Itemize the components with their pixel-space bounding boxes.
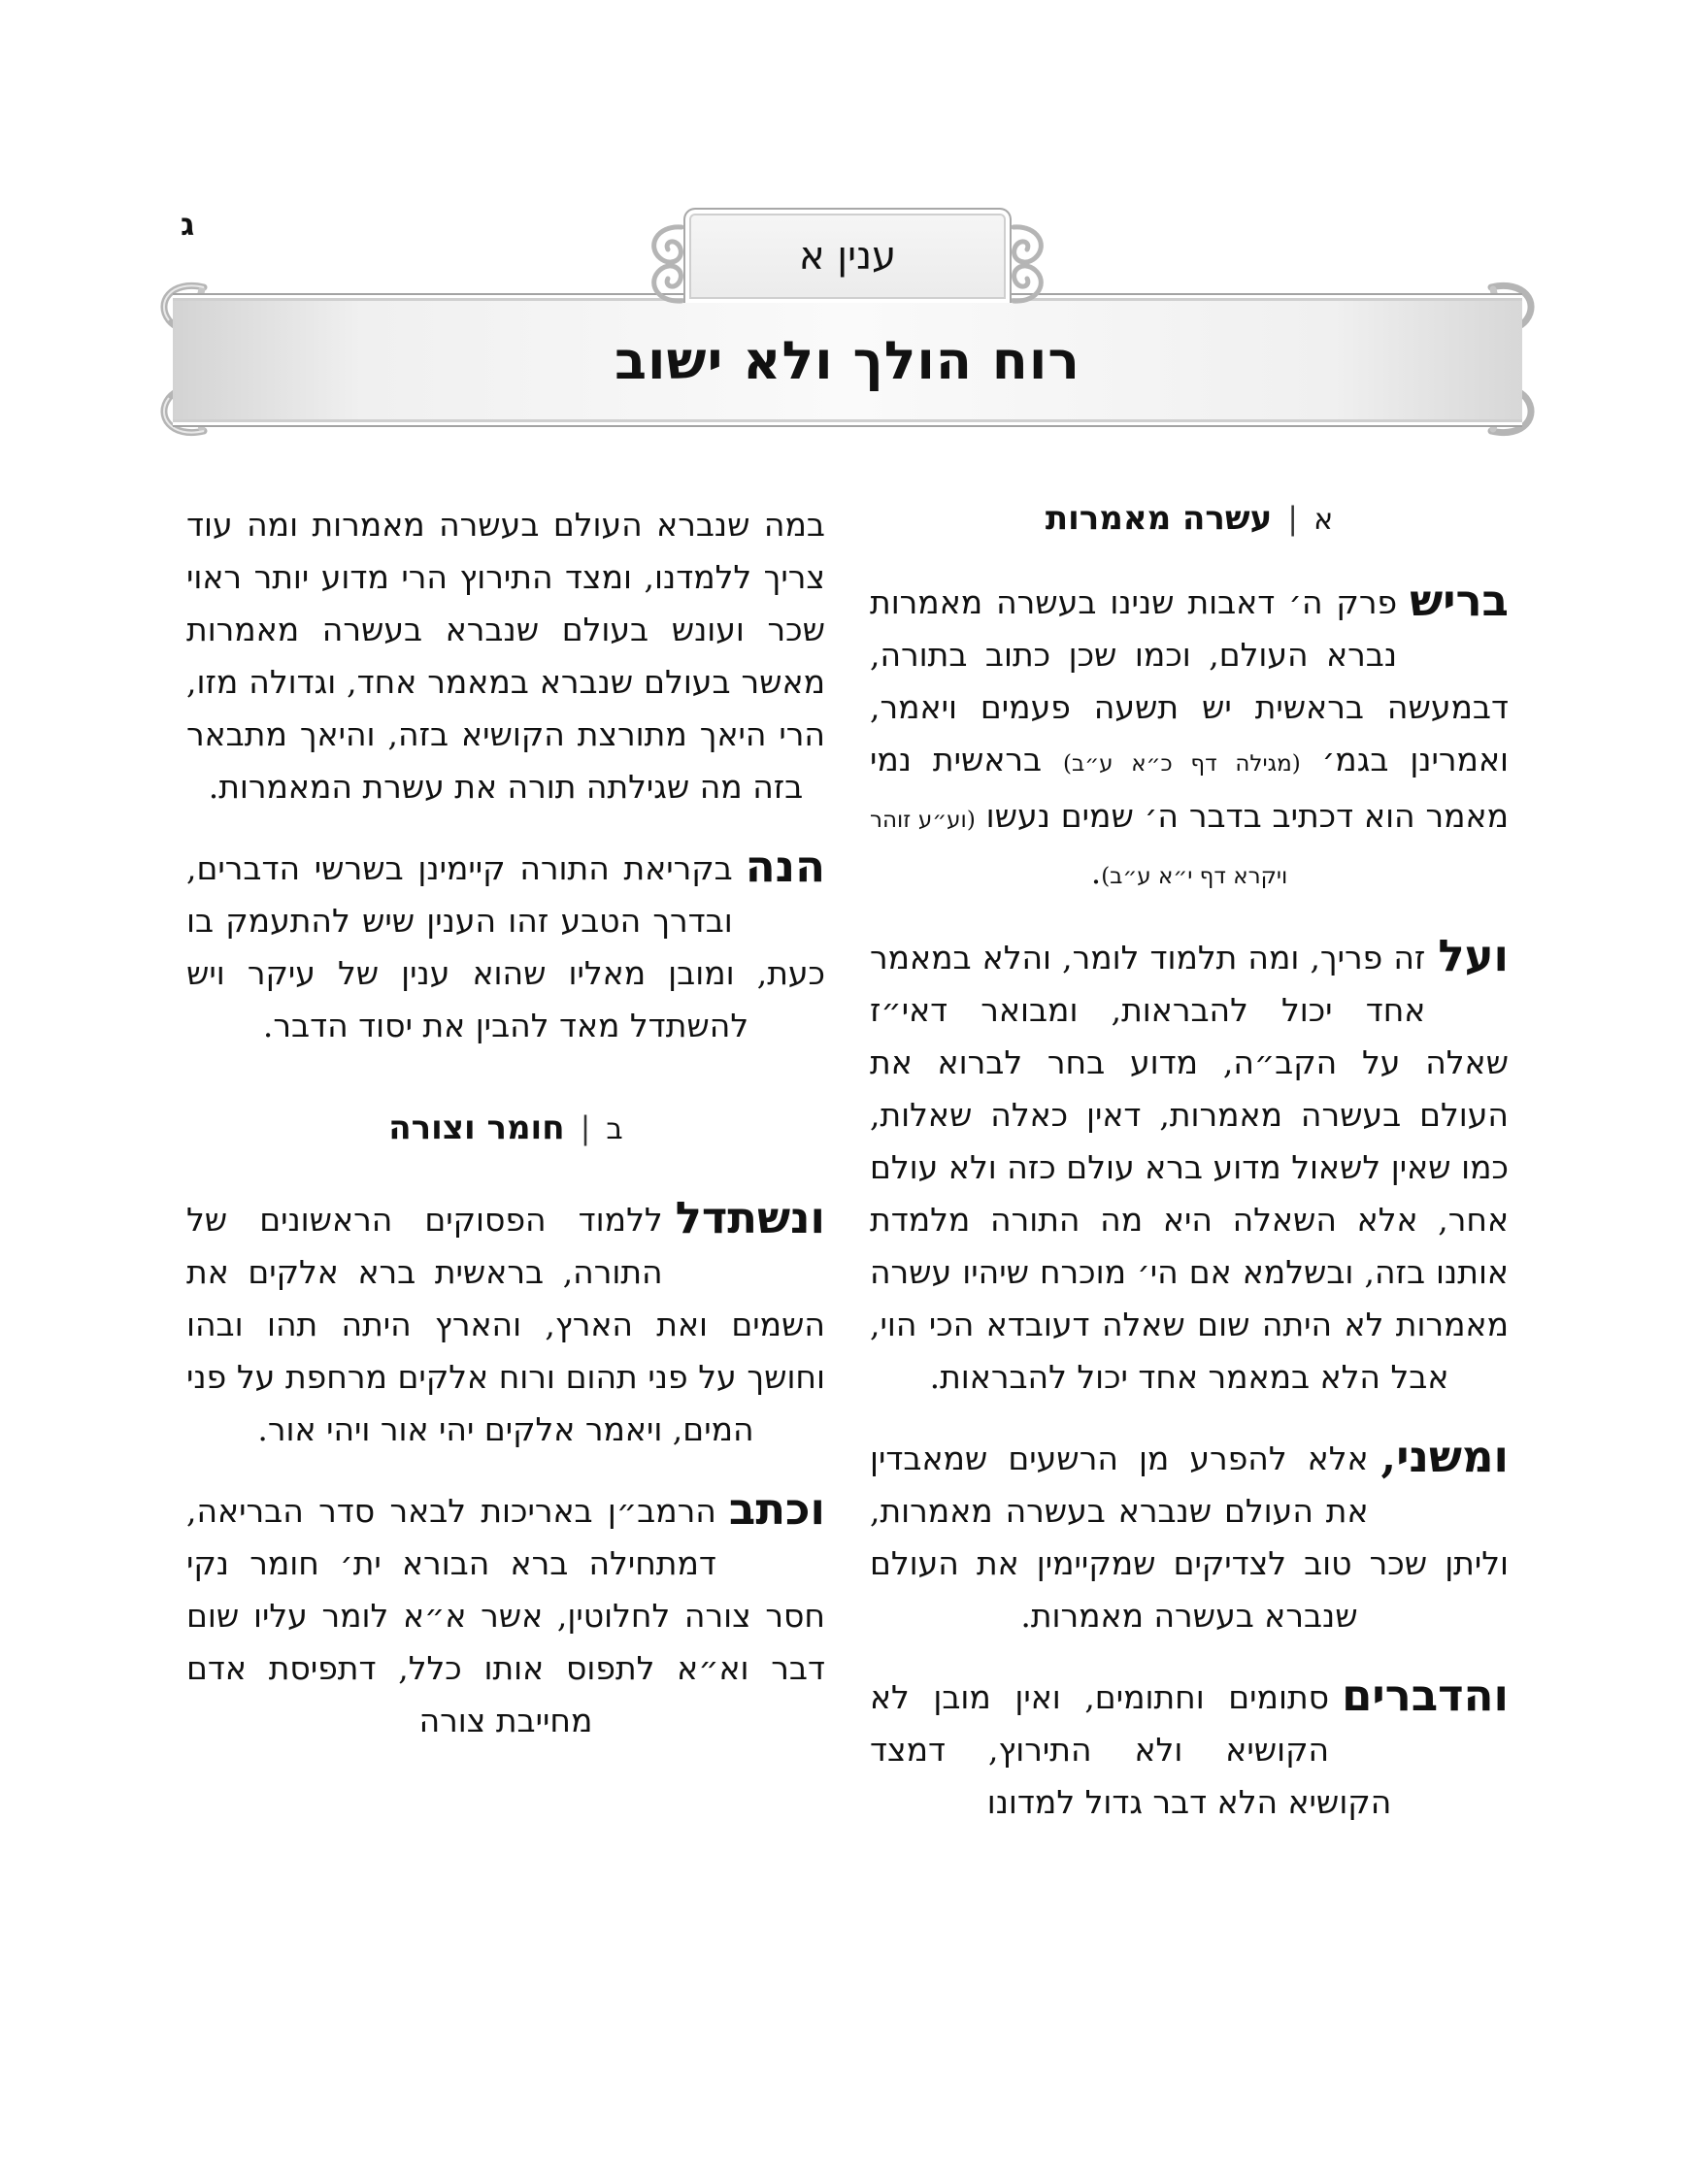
section-title: חומר וצורה [388, 1109, 565, 1147]
section-title: עשרה מאמרות [1045, 499, 1273, 538]
text-run: זה פריך, ומה תלמוד לומר, והלא במאמר אחד יכול להבראות, ומבואר דאי״ז שאלה על הקב״ה, מדוע בחר לברוא את העולם בעשרה מאמרות, דאין כאלה שאלות, כמו שאין לשאול מדוע ברא עולם כזה ולא עולם אחר, אלא השאלה היא מה התורה מלמדת אותנו בזה, ובשלמא אם הי׳ מוכרח שיהיו עשרה מאמרות לא היתה שום שאלה דעובדא הכי הוי, אבל הלא במאמר אחד יכול להבראות. [870, 939, 1509, 1396]
title-banner [173, 293, 1522, 427]
text-columns [0, 499, 1695, 1829]
paragraph-text [186, 506, 825, 806]
section-separator: | [580, 1109, 591, 1146]
section-number: ב [606, 1112, 623, 1146]
paragraph-text [870, 939, 1509, 1396]
chapter-tab [683, 208, 1012, 303]
chapter-header [0, 0, 1695, 423]
text-run: בקריאת התורה קיימינן בשרשי הדברים, ובדרך הטבע זהו הענין שיש להתעמק בו כעת, ומובן מאליו שהוא ענין של עיקר ויש להשתדל מאד להבין את יסוד הדבר. [186, 849, 825, 1044]
paragraph-opener: בריש [1410, 575, 1509, 626]
text-run: הרמב״ן באריכות לבאר סדר הבריאה, דמתחילה ברא הבורא ית׳ חומר נקי חסר צורה לחלוטין, אשר א״א לומר עליו שום דבר וא״א לתפוס אותו כלל, דתפיסת אדם מחייבת צורה [186, 1492, 825, 1739]
section-heading-bet [186, 1109, 825, 1147]
paragraph-opener: ומשני, [1380, 1431, 1509, 1482]
paragraph [186, 843, 825, 1052]
paragraph [870, 1671, 1509, 1829]
section-number: א [1313, 503, 1334, 537]
paragraph-opener: הנה [745, 841, 825, 892]
paragraph-opener: וכתב [728, 1483, 825, 1535]
paragraph [186, 1485, 825, 1747]
text-run: במה שנברא העולם בעשרה מאמרות ומה עוד צריך ללמדנו, ומצד התירוץ הרי מדוע יותר ראוי שכר ועונש בעולם שנברא בעשרה מאמרות מאשר בעולם שנברא במאמר אחד, וגדולה מזו, הרי היאך מתורצת הקושיא בזה, והיאך מתבאר בזה מה שגילתה תורה את עשרת המאמרות. [186, 506, 825, 806]
text-run: . [1090, 853, 1102, 891]
citation: (מגילה דף כ״א ע״ב) [1063, 751, 1301, 777]
folio-letter: ג [181, 206, 195, 243]
text-run: בראשית נמי מאמר הוא דכתיב בדבר ה׳ שמים נעשו [870, 741, 1509, 835]
chapter-tab-label: ענין א [798, 234, 897, 279]
text-run: אלא להפרע מן הרשעים שמאבדין את העולם שנברא בעשרה מאמרות, וליתן שכר טוב לצדיקים שמקיימין את העולם שנברא בעשרה מאמרות. [870, 1439, 1509, 1635]
paragraph-text [870, 1678, 1391, 1821]
citation: (וע״ע זוהר ויקרא דף י״א ע״ב) [870, 808, 1288, 889]
paragraph [870, 1433, 1509, 1642]
text-run: פרק ה׳ דאבות שנינו בעשרה מאמרות נברא העולם, וכמו שכן כתוב בתורה, דבמעשה בראשית יש תשעה פעמים ויאמר, ואמרינן בגמ׳ [870, 583, 1509, 778]
section-heading-alef [870, 499, 1509, 538]
paragraph [870, 577, 1509, 903]
paragraph [186, 1194, 825, 1456]
paragraph [186, 499, 825, 813]
column-left [186, 499, 825, 1829]
paragraph-opener: ועל [1438, 930, 1509, 981]
text-run: סתומים וחתומים, ואין מובן לא הקושיא ולא התירוץ, דמצד הקושיא הלא דבר גדול למדונו [870, 1678, 1392, 1821]
section-separator: | [1287, 500, 1299, 537]
paragraph [870, 932, 1509, 1404]
scroll-ornament-icon [1006, 219, 1052, 309]
text-run: ללמוד הפסוקים הראשונים של התורה, בראשית ברא אלקים את השמים ואת הארץ, והארץ היתה תהו ובהו וחושך על פני תהום ורוח אלקים מרחפת על פני המים, ויאמר אלקים יהי אור ויהי אור. [186, 1201, 825, 1448]
chapter-title: רוח הולך ולא ישוב [615, 329, 1080, 391]
column-right [870, 499, 1509, 1829]
scroll-ornament-icon [643, 219, 689, 309]
paragraph-text [186, 849, 825, 1044]
paragraph-opener: והדברים [1342, 1670, 1509, 1721]
paragraph-opener: ונשתדל [675, 1192, 825, 1243]
